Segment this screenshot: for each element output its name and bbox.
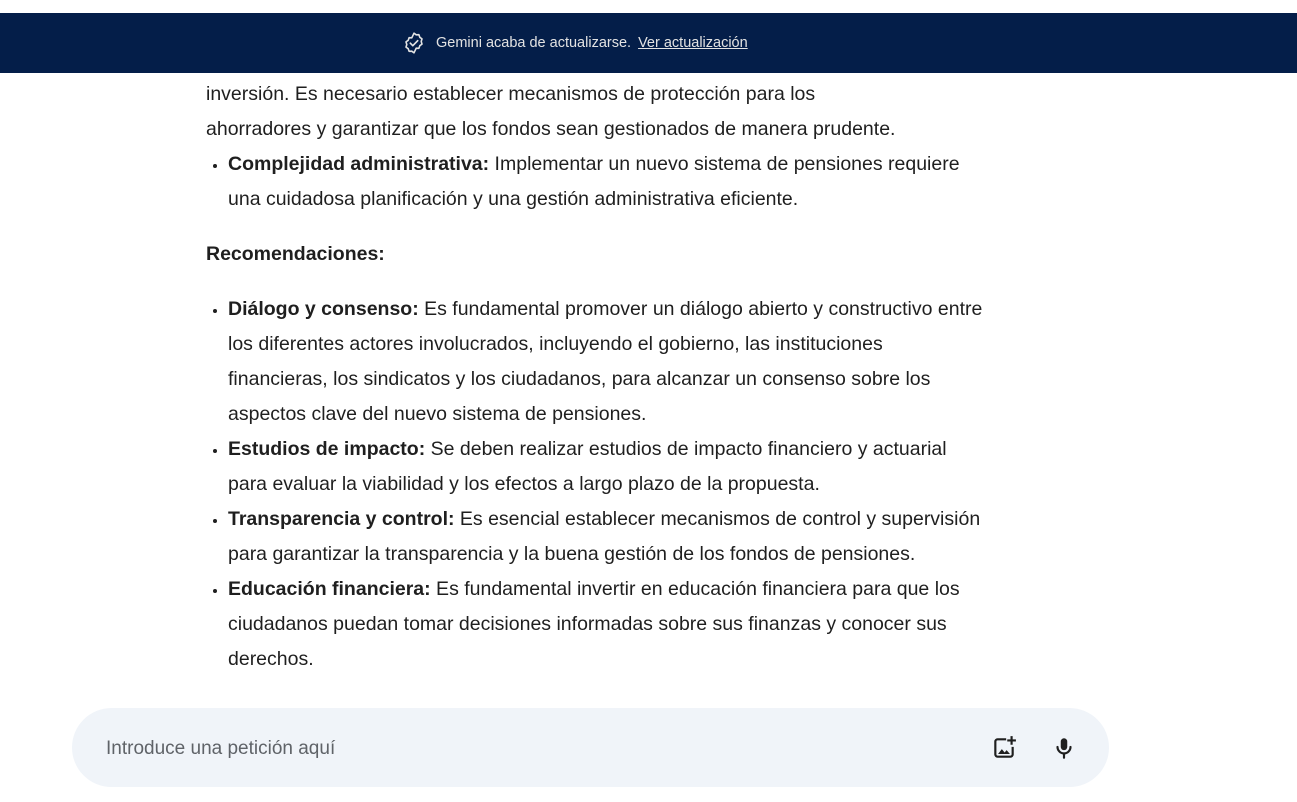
list-item-text: Es fundamental invertir en educación financiera para que los ciudadanos puedan tomar decisiones informadas sobre sus finanzas y conocer sus derechos. bbox=[228, 578, 960, 670]
list-item-title: Diálogo y consenso: bbox=[228, 298, 419, 320]
continuation-line-2: ahorradores y garantizar que los fondos sean gestionados de manera prudente. bbox=[206, 118, 896, 140]
list-item bbox=[228, 147, 986, 217]
microphone-icon bbox=[1051, 735, 1077, 761]
list-item bbox=[228, 572, 986, 677]
list-item-title: Complejidad administrativa: bbox=[228, 153, 490, 175]
list-item bbox=[228, 292, 986, 432]
continuation-paragraph bbox=[206, 73, 986, 147]
list-item-text: Es fundamental promover un diálogo abierto y constructivo entre los diferentes actores involucrados, incluyendo el gobierno, las instituciones financieras, los sindicatos y los ciudadanos, para alcanzar un consenso sobre los aspectos clave del nuevo sistema de pensiones. bbox=[228, 298, 983, 425]
continuation-line-1: inversión. Es necesario establecer mecanismos de protección para los bbox=[206, 83, 816, 105]
prompt-input[interactable] bbox=[104, 708, 968, 789]
list-item-title: Educación financiera: bbox=[228, 578, 431, 600]
add-image-button[interactable] bbox=[984, 728, 1024, 768]
view-update-link[interactable]: Ver actualización bbox=[638, 35, 748, 51]
list-item-text: Es esencial establecer mecanismos de control y supervisión para garantizar la transparencia y la buena gestión de los fondos de pensiones. bbox=[228, 508, 981, 565]
recommendations-heading: Recomendaciones: bbox=[206, 243, 385, 265]
banner-text: Gemini acaba de actualizarse. bbox=[436, 35, 632, 51]
list-item-text: Se deben realizar estudios de impacto financiero y actuarial para evaluar la viabilidad y los efectos a largo plazo de la propuesta. bbox=[228, 438, 947, 495]
list-item-title: Transparencia y control: bbox=[228, 508, 455, 530]
banner-inner bbox=[402, 13, 748, 73]
add-image-icon bbox=[991, 735, 1017, 761]
challenges-list bbox=[206, 147, 986, 217]
response-content bbox=[206, 73, 986, 677]
list-item-text: Implementar un nuevo sistema de pensiones requiere una cuidadosa planificación y una gestión administrativa eficiente. bbox=[228, 153, 960, 210]
top-strip bbox=[0, 0, 1297, 13]
list-item bbox=[228, 432, 986, 502]
prompt-bar bbox=[72, 708, 1109, 787]
list-item bbox=[228, 502, 986, 572]
microphone-button[interactable] bbox=[1044, 728, 1084, 768]
verified-badge-icon bbox=[402, 31, 426, 55]
list-item-title: Estudios de impacto: bbox=[228, 438, 426, 460]
recommendations-list bbox=[206, 292, 986, 677]
update-banner bbox=[0, 13, 1297, 73]
